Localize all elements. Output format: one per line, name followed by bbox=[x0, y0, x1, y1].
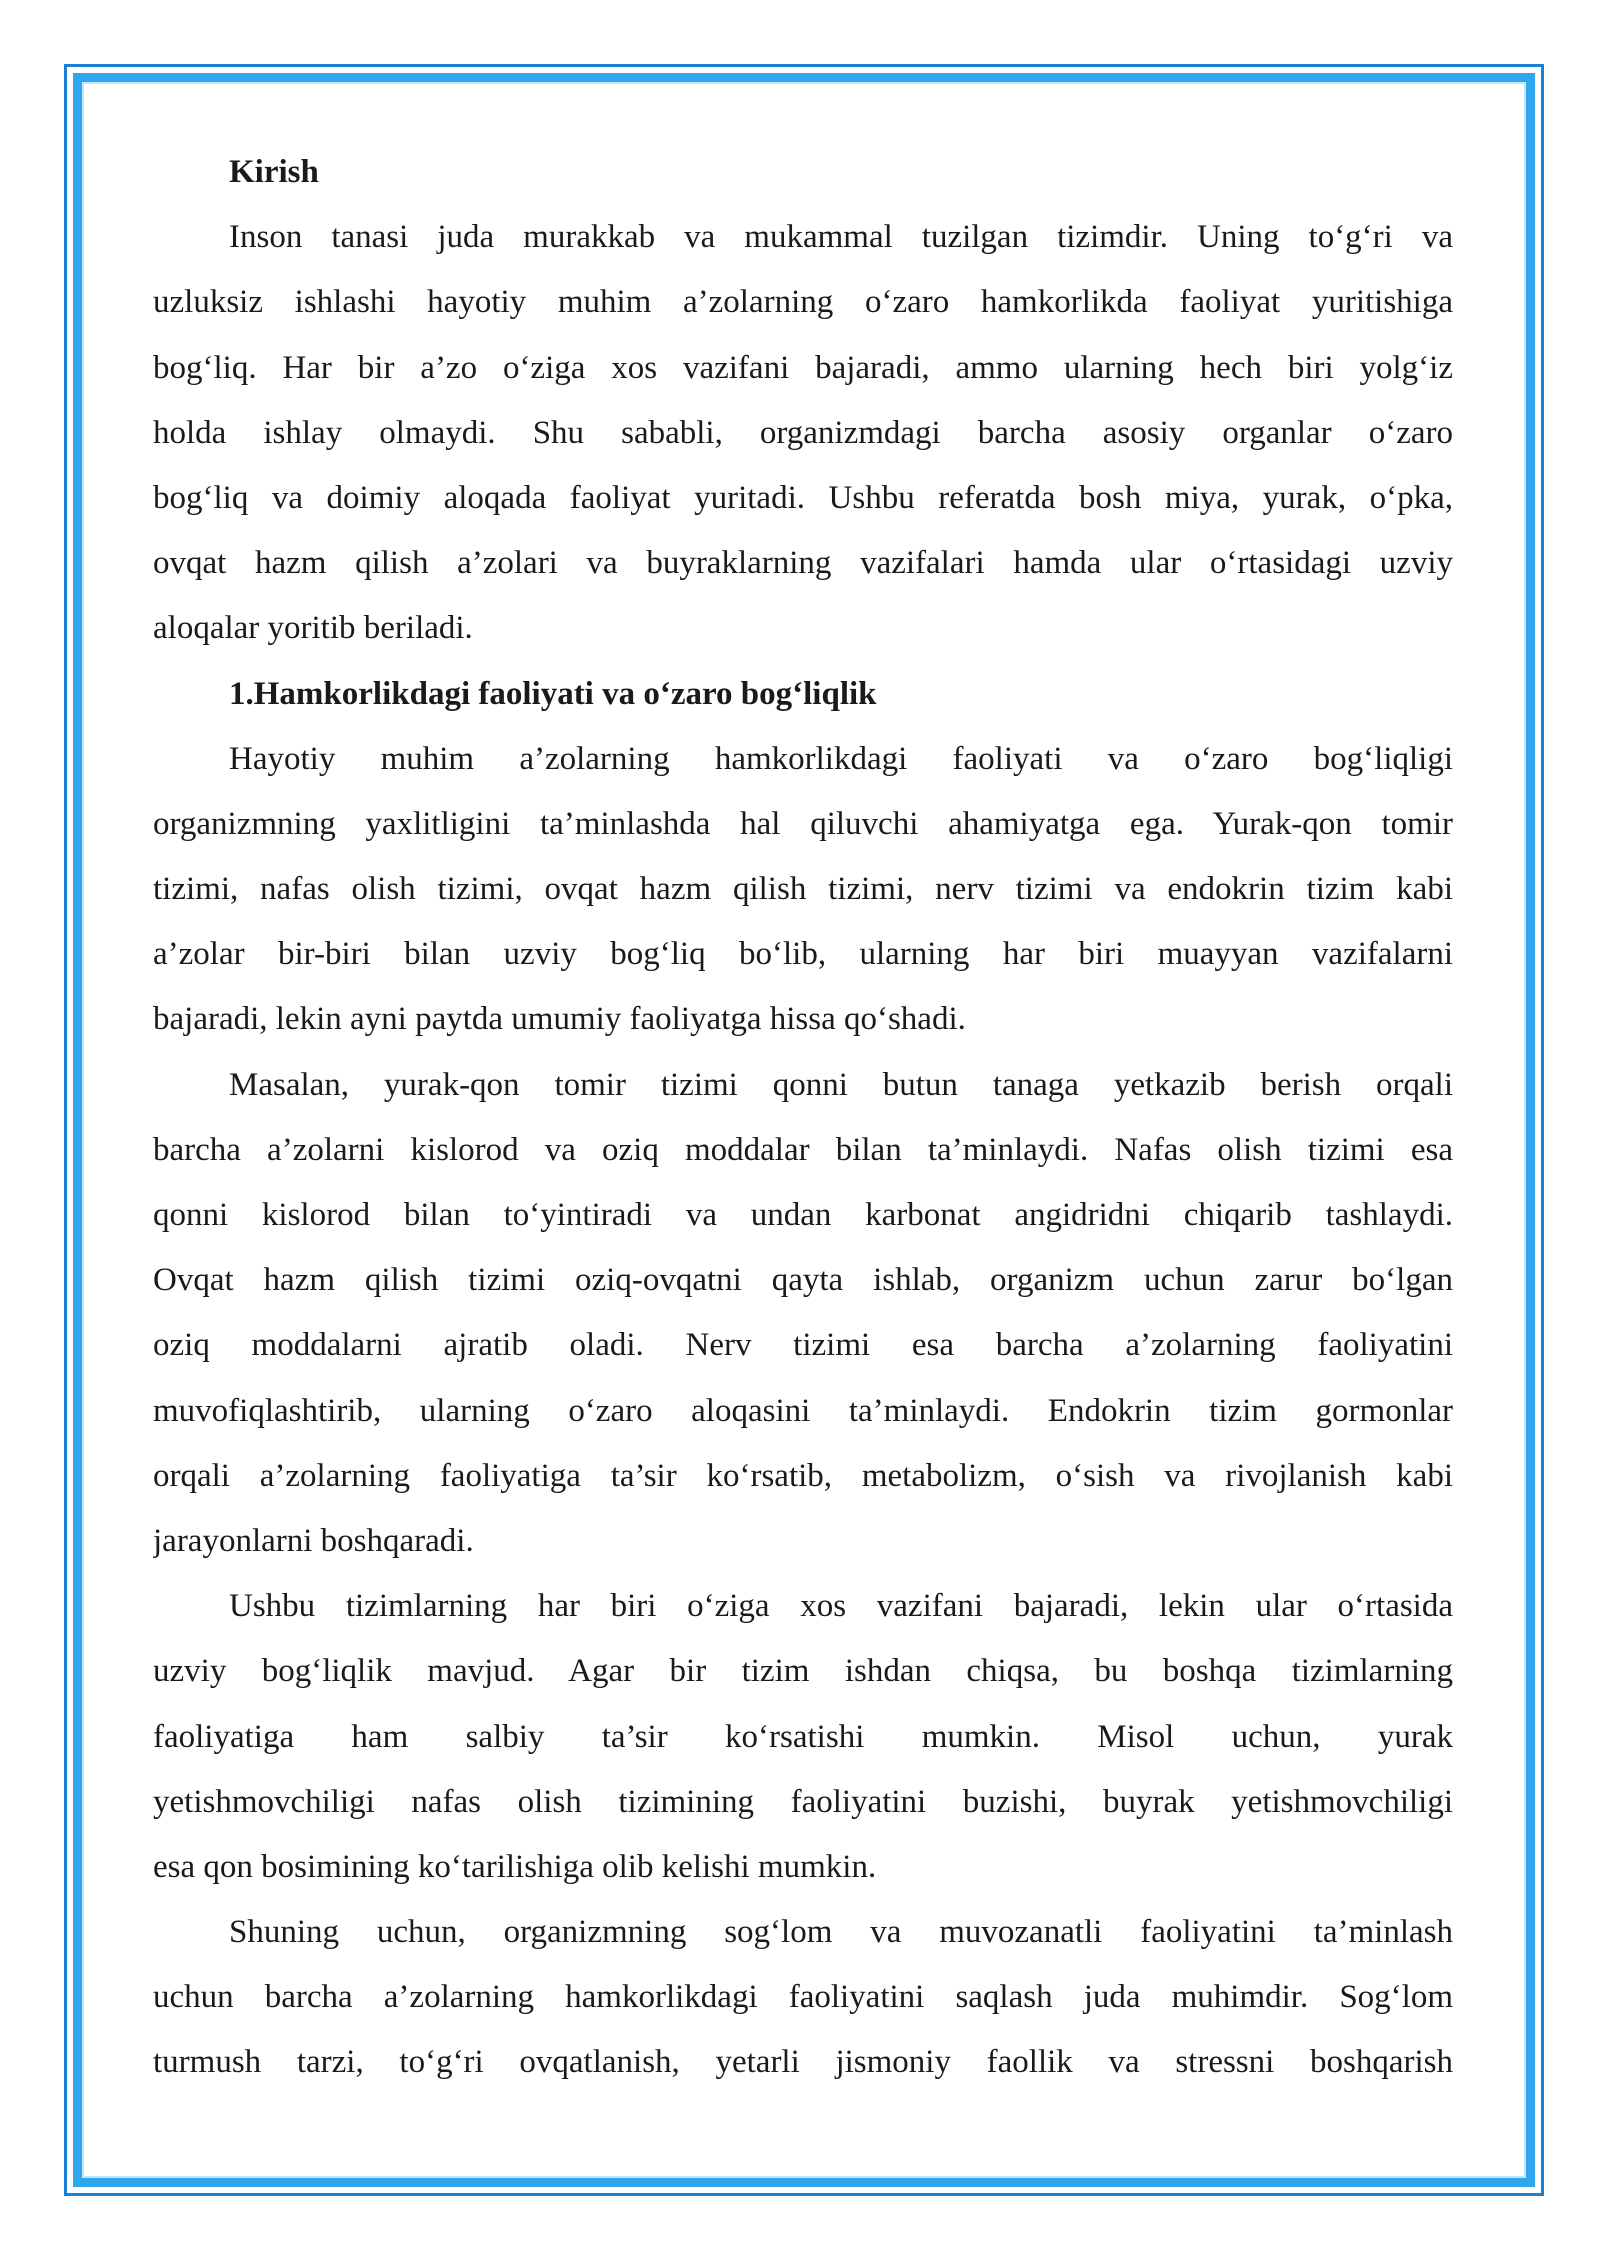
text-line: uzluksiz ishlashi hayotiy muhim a’zolarning o‘zaro hamkorlikda faoliyat yuritishiga bbox=[153, 284, 1453, 321]
section-heading: 1.Hamkorlikdagi faoliyati va o‘zaro bog‘liqlik bbox=[229, 675, 877, 712]
text-line: holda ishlay olmaydi. Shu sababli, organizmdagi barcha asosiy organlar o‘zaro bbox=[153, 414, 1453, 451]
text-line: faoliyatiga ham salbiy ta’sir ko‘rsatishi mumkin. Misol uchun, yurak bbox=[153, 1718, 1453, 1755]
text-line: ovqat hazm qilish a’zolari va buyraklarning vazifalari hamda ular o‘rtasidagi uzviy bbox=[153, 545, 1453, 582]
text-line: turmush tarzi, to‘g‘ri ovqatlanish, yetarli jismoniy faollik va stressni boshqarish bbox=[153, 2044, 1453, 2081]
text-line: Shuning uchun, organizmning sog‘lom va muvozanatli faoliyatini ta’minlash bbox=[229, 1914, 1453, 1951]
text-line: organizmning yaxlitligini ta’minlashda hal qiluvchi ahamiyatga ega. Yurak-qon tomir bbox=[153, 805, 1453, 842]
text-line: orqali a’zolarning faoliyatiga ta’sir ko‘rsatib, metabolizm, o‘sish va rivojlanish kabi bbox=[153, 1457, 1453, 1494]
text-line: barcha a’zolarni kislorod va oziq moddalar bilan ta’minlaydi. Nafas olish tizimi esa bbox=[153, 1131, 1453, 1168]
text-line: Masalan, yurak-qon tomir tizimi qonni butun tanaga yetkazib berish orqali bbox=[229, 1066, 1453, 1103]
text-line: esa qon bosimining ko‘tarilishiga olib kelishi mumkin. bbox=[153, 1848, 877, 1885]
text-line: bajaradi, lekin ayni paytda umumiy faoliyatga hissa qo‘shadi. bbox=[153, 1001, 966, 1038]
document-body bbox=[153, 140, 1453, 2096]
text-line: Ovqat hazm qilish tizimi oziq-ovqatni qayta ishlab, organizm uchun zarur bo‘lgan bbox=[153, 1262, 1453, 1299]
text-line: a’zolar bir-biri bilan uzviy bog‘liq bo‘lib, ularning har biri muayyan vazifalarni bbox=[153, 936, 1453, 973]
text-line: bog‘liq va doimiy aloqada faoliyat yuritadi. Ushbu referatda bosh miya, yurak, o‘pka, bbox=[153, 479, 1453, 516]
text-line: uchun barcha a’zolarning hamkorlikdagi faoliyatini saqlash juda muhimdir. Sog‘lom bbox=[153, 1979, 1453, 2016]
text-line: uzviy bog‘liqlik mavjud. Agar bir tizim ishdan chiqsa, bu boshqa tizimlarning bbox=[153, 1653, 1453, 1690]
text-line: aloqalar yoritib beriladi. bbox=[153, 610, 473, 647]
section-heading: Kirish bbox=[229, 154, 319, 190]
text-line: Inson tanasi juda murakkab va mukammal tuzilgan tizimdir. Uning to‘g‘ri va bbox=[229, 219, 1453, 256]
text-line: Hayotiy muhim a’zolarning hamkorlikdagi faoliyati va o‘zaro bog‘liqligi bbox=[229, 740, 1453, 777]
text-line: bog‘liq. Har bir a’zo o‘ziga xos vazifani bajaradi, ammo ularning hech biri yolg‘iz bbox=[153, 349, 1453, 386]
text-line: tizimi, nafas olish tizimi, ovqat hazm qilish tizimi, nerv tizimi va endokrin tizim kabi bbox=[153, 871, 1453, 908]
text-line: yetishmovchiligi nafas olish tizimining faoliyatini buzishi, buyrak yetishmovchiligi bbox=[153, 1783, 1453, 1820]
text-line: Ushbu tizimlarning har biri o‘ziga xos vazifani bajaradi, lekin ular o‘rtasida bbox=[229, 1588, 1453, 1625]
text-line: jarayonlarni boshqaradi. bbox=[153, 1522, 474, 1559]
text-line: muvofiqlashtirib, ularning o‘zaro aloqasini ta’minlaydi. Endokrin tizim gormonlar bbox=[153, 1392, 1453, 1429]
text-line: qonni kislorod bilan to‘yintiradi va undan karbonat angidridni chiqarib tashlaydi. bbox=[153, 1197, 1453, 1233]
text-line: oziq moddalarni ajratib oladi. Nerv tizimi esa barcha a’zolarning faoliyatini bbox=[153, 1327, 1453, 1364]
